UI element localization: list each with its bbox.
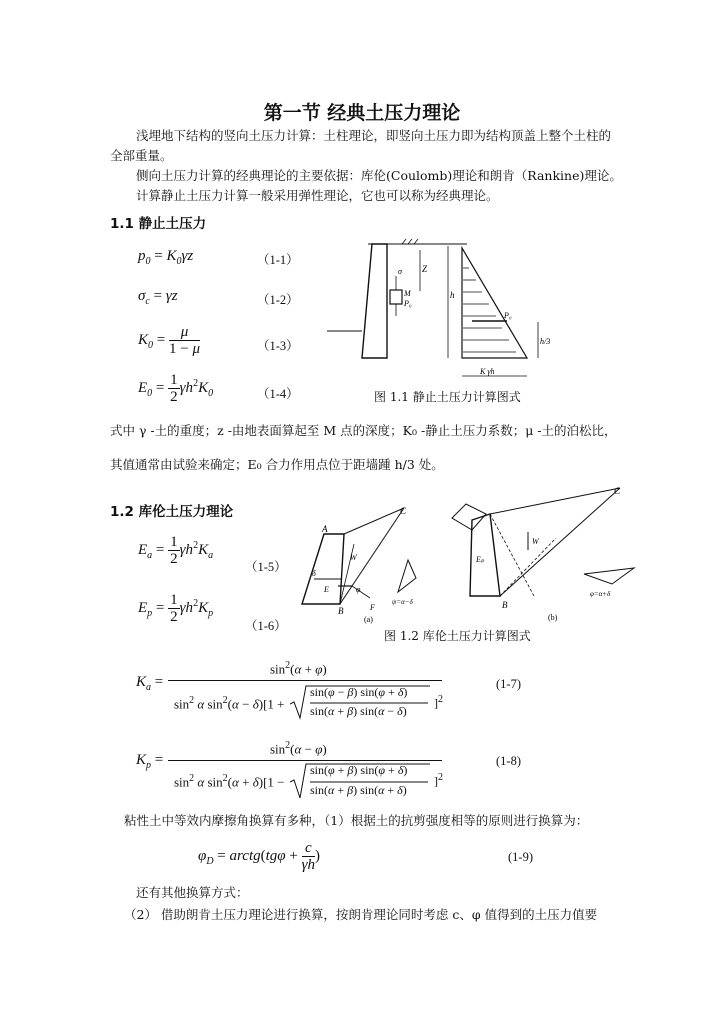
eq-number-1-1: （1-1） xyxy=(257,253,299,267)
fig2a-label-d: δ xyxy=(312,569,316,578)
figure-1-1-caption: 图 1.1 静止土压力计算图式 xyxy=(374,390,521,404)
section-heading-1-1: 1.1 静止土压力 xyxy=(110,216,207,232)
intro-line-1: 浅埋地下结构的竖向土压力计算：土柱理论，即竖向土压力即为结构顶盖上整个土柱的 xyxy=(136,128,612,143)
fig1-label-h: h xyxy=(450,290,455,300)
fig1-label-pc: P₀ xyxy=(504,311,512,320)
fig2a-label-phi: φ xyxy=(356,585,361,594)
eq-number-1-6: （1-6） xyxy=(245,619,287,633)
eq-number-1-9: (1-9) xyxy=(508,850,533,864)
fig2b-label-b: B xyxy=(502,600,508,610)
fig2a-label-w: W xyxy=(350,553,357,562)
fig2a-label-b: B xyxy=(338,606,344,616)
eq-number-1-2: （1-2） xyxy=(257,293,299,307)
equation-1-1: $p_0 = K_0\gamma z$ xyxy=(138,248,194,267)
fig2a-label-e: E xyxy=(324,585,329,594)
fig1-label-k: K γh xyxy=(480,367,495,376)
equation-1-7: $K_a$ = $\sin^2(\alpha + \varphi)$ $\sin^2 \alpha$ $\sin^2(\alpha - \delta)[1$ + sin(φ − β) sin(φ + δ) sin(α + β) sin(α − δ) ]$^2$ xyxy=(136,660,443,718)
fig1-label-z: Z xyxy=(422,264,428,274)
rankine-method-text: （2） 借助朗肯土压力理论进行换算，按朗肯理论同时考虑 c、φ 值得到的土压力值要 xyxy=(124,907,598,922)
fig2a-label-f: F xyxy=(370,603,375,612)
equation-1-3: $K_0$ = $\frac{\mu}{1 - \mu}$ xyxy=(138,324,200,357)
explain-line-1: 式中 γ -土的重度；z -由地表面算起至 M 点的深度；K₀ -静止土压力系数；μ -土的泊松比， xyxy=(110,423,617,438)
eq-number-1-7: (1-7) xyxy=(496,677,521,691)
fig2a-label-rel: ψ=α−δ xyxy=(392,598,413,606)
figure-1-2-caption: 图 1.2 库伦土压力计算图式 xyxy=(384,629,531,643)
fig2b-label-rel: φ=α+δ xyxy=(590,590,611,598)
equation-1-8: $K_p$ = $\sin^2(\alpha - \varphi)$ $\sin^2 \alpha$ $\sin^2(\alpha + \delta)[1$ − sin(φ + β) sin(φ + δ) sin(α + β) sin(α + δ) ]$^2$ xyxy=(136,740,443,797)
intro-line-2: 全部重量。 xyxy=(110,148,173,163)
fig1-label-sigma: σ xyxy=(398,267,402,276)
equation-1-5: $E_a$ = $\frac{1}{2}$ $\gamma h^2K_a$ xyxy=(138,534,214,567)
fig1-label-m: M xyxy=(404,289,411,298)
fig2b-sub: (b) xyxy=(548,613,558,622)
fig1-label-p0: P₀ xyxy=(404,299,412,308)
fig2a-label-c: C xyxy=(400,506,407,516)
explain-line-2: 其值通常由试验来确定；E₀ 合力作用点位于距墙踵 h/3 处。 xyxy=(110,457,444,472)
figure-1-2b-diagram xyxy=(444,484,640,626)
figure-1-2a-diagram xyxy=(294,504,464,624)
intro-line-3: 侧向土压力计算的经典理论的主要依据：库伦(Coulomb)理论和朗肯（Rankine)理论。 xyxy=(136,168,622,183)
other-methods-text: 还有其他换算方式： xyxy=(136,885,249,900)
fig1-label-h3: h/3 xyxy=(540,337,551,346)
eq-number-1-3: （1-3） xyxy=(257,339,299,353)
equation-1-2: $\sigma_c = \gamma z$ xyxy=(138,288,178,307)
fig2b-label-w: W xyxy=(532,537,539,546)
eq-number-1-8: (1-8) xyxy=(496,754,521,768)
fig2a-label-a: A xyxy=(322,524,328,534)
equation-1-9: $\varphi_D$ = arctg(tgφ + $\frac{c}{\gamma h}$ ) xyxy=(198,840,320,873)
fig2b-label-c: C xyxy=(614,486,621,496)
figure-1-1-diagram xyxy=(322,236,552,386)
equation-1-4: $E_0$ = $\frac{1}{2}$ $\gamma h^2K_0$ xyxy=(138,372,214,405)
cohesive-soil-text: 粘性土中等效内摩擦角换算有多种，（1）根据土的抗剪强度相等的原则进行换算为： xyxy=(124,813,589,828)
page-title: 第一节 经典土压力理论 xyxy=(263,102,461,124)
equation-1-6: $E_p$ = $\frac{1}{2}$ $\gamma h^2K_p$ xyxy=(138,592,214,625)
eq-number-1-5: （1-5） xyxy=(245,560,287,574)
intro-line-4: 计算静止土压力计算一般采用弹性理论，它也可以称为经典理论。 xyxy=(136,188,499,203)
eq-number-1-4: （1-4） xyxy=(257,387,299,401)
fig2b-label-ep: Eₚ xyxy=(476,555,485,564)
fig2a-sub: (a) xyxy=(364,615,373,624)
section-heading-1-2: 1.2 库伦土压力理论 xyxy=(110,504,234,520)
